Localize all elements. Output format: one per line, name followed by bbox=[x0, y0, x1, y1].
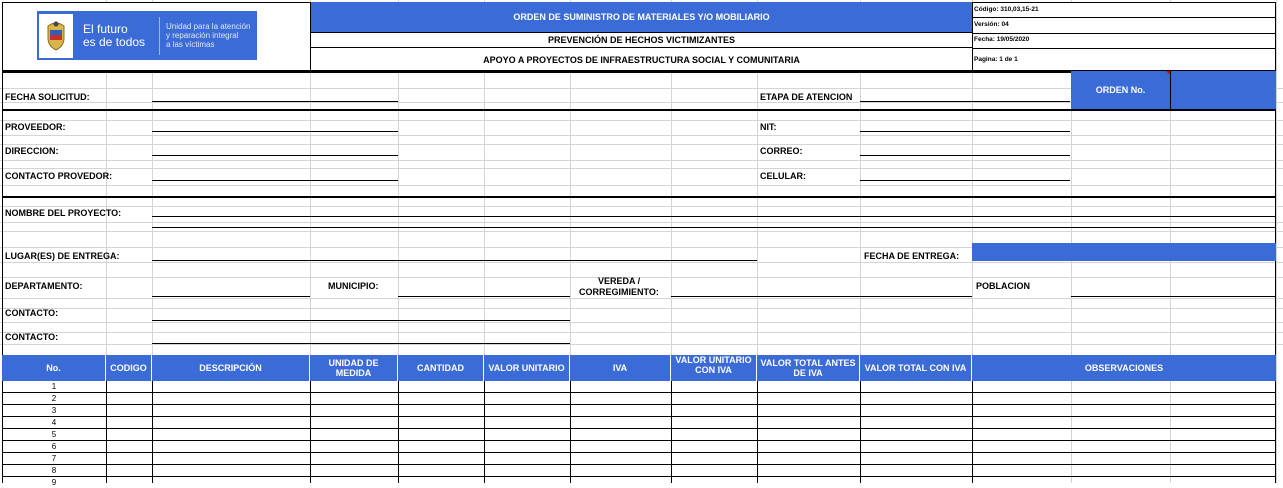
document-subtitle-2: APOYO A PROYECTOS DE INFRAESTRUCTURA SOCIAL Y COMUNITARIA bbox=[310, 48, 972, 71]
orden-no-field[interactable] bbox=[1170, 71, 1276, 109]
proveedor-field[interactable] bbox=[152, 131, 398, 132]
col-header-observaciones: OBSERVACIONES bbox=[1084, 363, 1164, 373]
pagina-text: Pagina: 1 de 1 bbox=[974, 56, 1018, 63]
vereda-label-line2: CORREGIMIENTO: bbox=[579, 287, 659, 297]
etapa-atencion-label: ETAPA DE ATENCION bbox=[760, 92, 853, 102]
col-header-total-con-iva: VALOR TOTAL CON IVA bbox=[860, 355, 972, 381]
contacto-proveedor-label: CONTACTO PROVEDOR: bbox=[5, 171, 113, 181]
fecha-solicitud-label: FECHA SOLICITUD: bbox=[5, 92, 90, 102]
table-row-number: 8 bbox=[51, 466, 57, 475]
departamento-label: DEPARTAMENTO: bbox=[5, 281, 83, 291]
table-row-number: 4 bbox=[51, 418, 57, 427]
fecha-solicitud-field[interactable] bbox=[152, 101, 398, 102]
table-row-number: 9 bbox=[51, 478, 57, 487]
contacto-1-field[interactable] bbox=[152, 320, 570, 321]
contacto-1-label: CONTACTO: bbox=[5, 308, 59, 318]
poblacion-label: POBLACION bbox=[976, 281, 1030, 291]
logo bbox=[37, 11, 257, 60]
correo-label: CORREO: bbox=[760, 146, 803, 156]
col-header-codigo: CODIGO bbox=[106, 355, 152, 381]
celular-label: CELULAR: bbox=[760, 171, 806, 181]
table-row-number: 2 bbox=[51, 394, 57, 403]
contacto-2-field[interactable] bbox=[152, 343, 570, 344]
poblacion-field[interactable] bbox=[1071, 296, 1275, 297]
municipio-field[interactable] bbox=[398, 296, 570, 297]
logo-unit-line2: y reparación integral bbox=[166, 31, 239, 40]
contacto-proveedor-field[interactable] bbox=[152, 180, 398, 181]
nombre-proyecto-field[interactable] bbox=[152, 216, 1275, 217]
col-header-no: No. bbox=[2, 355, 106, 381]
etapa-atencion-field[interactable] bbox=[860, 101, 1070, 102]
direccion-field[interactable] bbox=[152, 155, 398, 156]
nombre-proyecto-field-line2[interactable] bbox=[152, 227, 1275, 228]
fecha-text: Fecha: 19/05/2020 bbox=[974, 36, 1030, 43]
logo-unit-line1: Unidad para la atención bbox=[166, 22, 251, 31]
fecha-entrega-label: FECHA DE ENTREGA: bbox=[864, 251, 960, 261]
fecha-entrega-field[interactable] bbox=[972, 243, 1276, 261]
version-text: Versión: 04 bbox=[974, 21, 1009, 28]
lugar-entrega-label: LUGAR(ES) DE ENTREGA: bbox=[5, 251, 120, 261]
col-header-unidad: UNIDAD DE MEDIDA bbox=[310, 355, 398, 381]
col-header-valor-unitario: VALOR UNITARIO bbox=[484, 355, 570, 381]
table-row-number: 6 bbox=[51, 442, 57, 451]
coat-of-arms-icon bbox=[39, 14, 73, 58]
items-table-body bbox=[2, 381, 1276, 483]
correo-field[interactable] bbox=[860, 155, 1070, 156]
table-row-number: 5 bbox=[51, 430, 57, 439]
col-header-iva: IVA bbox=[570, 355, 671, 381]
col-header-valor-unitario-iva: VALOR UNITARIO CON IVA bbox=[671, 355, 757, 381]
direccion-label: DIRECCION: bbox=[5, 146, 59, 156]
vereda-field[interactable] bbox=[671, 296, 972, 297]
proveedor-label: PROVEEDOR: bbox=[5, 122, 66, 132]
vereda-label-line1: VEREDA / bbox=[598, 276, 641, 286]
logo-unit-line3: a las víctimas bbox=[166, 40, 215, 49]
table-row-number: 7 bbox=[51, 454, 57, 463]
codigo-text: Código: 310,03,15-21 bbox=[974, 6, 1039, 13]
celular-field[interactable] bbox=[860, 180, 1070, 181]
table-row-number: 1 bbox=[51, 382, 57, 391]
contacto-2-label: CONTACTO: bbox=[5, 332, 59, 342]
municipio-label: MUNICIPIO: bbox=[328, 281, 379, 291]
col-header-total-antes-iva: VALOR TOTAL ANTES DE IVA bbox=[757, 355, 860, 381]
departamento-field[interactable] bbox=[152, 296, 310, 297]
table-row-number: 3 bbox=[51, 406, 57, 415]
document-subtitle-1: PREVENCIÓN DE HECHOS VICTIMIZANTES bbox=[310, 33, 972, 48]
document-title: ORDEN DE SUMINISTRO DE MATERIALES Y/O MOBILIARIO bbox=[310, 2, 972, 33]
nombre-proyecto-label: NOMBRE DEL PROYECTO: bbox=[5, 208, 122, 218]
logo-text-line1: El futuro bbox=[83, 21, 128, 36]
nit-field[interactable] bbox=[860, 131, 1070, 132]
col-header-descripcion: DESCRIPCIÓN bbox=[152, 355, 310, 381]
col-header-cantidad: CANTIDAD bbox=[398, 355, 484, 381]
orden-no-label: ORDEN No. bbox=[1071, 71, 1170, 109]
lugar-entrega-field[interactable] bbox=[152, 260, 757, 261]
logo-text-line2: es de todos bbox=[83, 34, 146, 49]
nit-label: NIT: bbox=[760, 122, 777, 132]
